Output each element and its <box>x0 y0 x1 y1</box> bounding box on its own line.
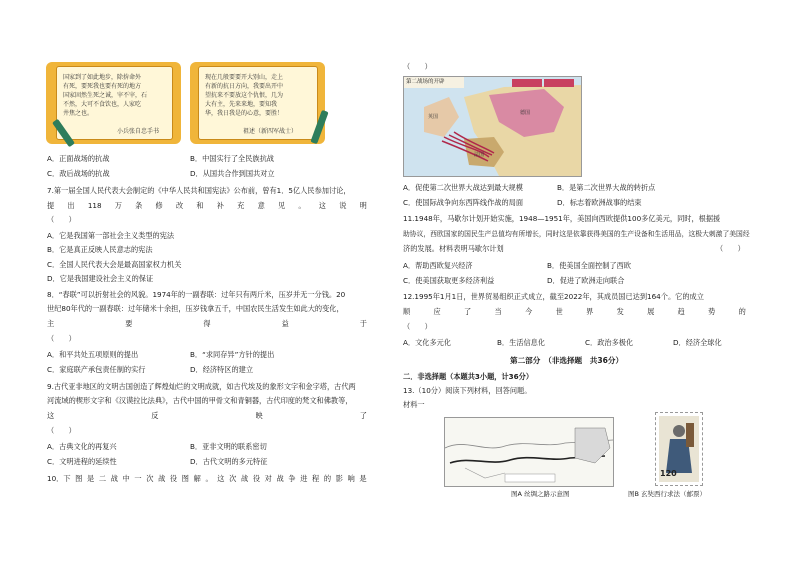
card2-line: 望抗来不要放这个仇恨，几为 <box>205 92 284 99</box>
q12-word: 势 <box>708 307 716 316</box>
card2-line: 有新的抗日方向，我要出开中 <box>205 83 284 90</box>
q11-option-c: C．使美国获取更多经济利益 <box>403 276 495 285</box>
q6-option-c: C．敌后战场的抗战 <box>47 169 110 178</box>
q10-answer-paren: （ ） <box>403 62 432 71</box>
q10-word: 是 <box>359 474 367 483</box>
card1-line: 不然，大可不食饮也，人家吃 <box>63 101 142 108</box>
q8-word: 得 <box>203 319 211 328</box>
q9-option-a: A．古典文化的再复兴 <box>47 442 117 451</box>
q7-word: 这 <box>318 201 326 210</box>
stamp-caption: 图B 玄奘西行求法（邮票） <box>628 490 707 498</box>
q8-word: 于 <box>359 319 367 328</box>
q12-option-a: A．文化多元化 <box>403 338 452 347</box>
q12-word: 发 <box>616 307 624 316</box>
q10-word: 役 <box>252 474 261 483</box>
part2-heading: 第二部分 （非选择题 共36分） <box>510 356 624 365</box>
q12-word: 当 <box>494 307 502 316</box>
q12-word: 今 <box>525 307 533 316</box>
xuanzang-stamp <box>655 412 703 486</box>
q9-stem-line1: 9.古代亚非地区的文明古国创造了辉煌灿烂的文明成就，如古代埃及的象形文字和金字塔，古代两 <box>47 382 356 391</box>
q12-word: 的 <box>738 307 746 316</box>
q11-answer-paren: （ ） <box>716 244 745 253</box>
q12-word: 趋 <box>677 307 685 316</box>
q7-word: 修 <box>155 201 163 210</box>
q7-answer-paren: （ ） <box>47 215 76 224</box>
card1-line: 国家固然生死之诚，宰不宰，石 <box>63 92 148 99</box>
q10-word: 这 <box>217 474 225 483</box>
card1-line: 井焦之也。 <box>63 110 94 117</box>
map-title: 第二战场的开辟 <box>406 79 445 85</box>
q9-stem-line3 <box>47 411 367 421</box>
q12-word: 了 <box>464 307 472 316</box>
q8-option-b: B．“求同存异”方针的提出 <box>190 350 275 359</box>
map-label-france: 法国 <box>474 152 485 158</box>
q12-option-c: C．政治多极化 <box>585 338 634 347</box>
q7-word: 意 <box>257 201 265 210</box>
q11-option-b: B．使美国全面控制了西欧 <box>547 261 631 270</box>
q7-word: 提 <box>47 201 55 210</box>
q8-option-d: D．经济特区的建立 <box>190 365 254 374</box>
q12-word: 界 <box>586 307 594 316</box>
q8-stem-line1: 8．“春联”可以折射社会的风貌。1974年的一副春联：过年只有两斤米，压岁并无一分钱。20 <box>47 290 346 299</box>
q10-word: 战 <box>240 474 249 483</box>
q10-word: 的 <box>323 474 332 483</box>
q9-option-b: B．亚非文明的联系密切 <box>190 442 267 451</box>
q12-stem-line2 <box>403 307 746 317</box>
q7-word: 万 <box>114 201 122 210</box>
q7-word: 见 <box>277 201 286 210</box>
q10-word: 次 <box>229 474 237 483</box>
q7-word: 118 <box>87 201 102 210</box>
stamp-value: 120 <box>660 469 677 478</box>
q10-option-a: A．促使第二次世界大战达到最大规模 <box>403 183 523 192</box>
q6-option-b: B．中国实行了全民族抗战 <box>190 154 274 163</box>
q10-word: 。 <box>205 474 213 483</box>
q11-option-a: A．帮助西欧复兴经济 <box>403 261 473 270</box>
q10-word: 进 <box>300 474 308 483</box>
q10-word: 影 <box>335 474 343 483</box>
ww2-second-front-map <box>403 76 582 177</box>
q7-option-a: A．它是我国第一部社会主义类型的宪法 <box>47 231 175 240</box>
q12-option-d: D．经济全球化 <box>673 338 722 347</box>
q10-word: 次 <box>146 474 154 483</box>
q7-stem-line2 <box>47 201 367 211</box>
q9-answer-paren: （ ） <box>47 426 76 435</box>
q12-word: 顺 <box>403 307 411 316</box>
quote-card-1-signature: 小兵张自忠手书 <box>117 128 160 135</box>
q8-word: 要 <box>125 319 133 328</box>
card2-line: 大有主，先来来地，要知我 <box>205 101 278 108</box>
q10-word: 响 <box>347 474 355 483</box>
q10-word: 中 <box>122 474 130 483</box>
q10-stem-line1 <box>47 474 367 484</box>
q8-word: 主 <box>47 319 55 328</box>
q12-word: 应 <box>433 307 441 316</box>
q8-answer-paren: （ ） <box>47 334 76 343</box>
q12-stem-line1: 12.1995年1月1日，世界贸易组织正式成立，截至2022年，其成员国已达到164个。它的成立 <box>403 292 704 301</box>
q8-stem-line3 <box>47 319 367 329</box>
material-1-label: 材料一 <box>403 400 425 409</box>
q7-option-c: C．全国人民代表大会是最高国家权力机关 <box>47 260 182 269</box>
q10-word: 程 <box>312 474 320 483</box>
q7-word: 明 <box>359 201 367 210</box>
q10-word: 战 <box>276 474 284 483</box>
q6-option-a: A．正面战场的抗战 <box>47 154 110 163</box>
q9-word: 了 <box>359 411 367 420</box>
quote-card-1-page <box>56 66 173 140</box>
card1-line: 国家到了如此地步，除拚命外 <box>63 74 142 81</box>
q9-word: 映 <box>255 411 263 420</box>
quote-card-1-text <box>63 73 168 118</box>
q9-word: 反 <box>151 411 159 420</box>
q6-option-d: D．从国共合作到国共对立 <box>190 169 275 178</box>
q8-word: 益 <box>281 319 289 328</box>
map-label-germany: 德国 <box>520 110 531 116</box>
q10-word: 一 <box>134 474 142 483</box>
q12-word: 世 <box>555 307 563 316</box>
q10-option-b: B．是第二次世界大战的转折点 <box>557 183 656 192</box>
q7-word: 。 <box>298 201 306 210</box>
q9-option-c: C．文明进程的延续性 <box>47 457 117 466</box>
quote-card-2-page <box>198 66 318 140</box>
q9-word: 这 <box>47 411 55 420</box>
q11-stem-line2: 助协议，西欧国家的国民生产总值均有所增长，同时这是依靠获得美国的生产设备和生活用品，这极大刺激了美国经 <box>403 230 750 238</box>
q11-stem-line1: 11.1948年，马歇尔计划开始实施，1948—1951年，美国向西欧提供100多亿美元，同时，根据援 <box>403 214 721 223</box>
quote-card-2-text <box>205 73 313 118</box>
quote-card-2-signature: 祖述（新四军战士） <box>243 128 298 135</box>
card2-line: 现在几般要要开大别山，走上 <box>205 74 284 81</box>
q10-word: 对 <box>264 474 272 483</box>
silk-road-map <box>444 417 614 487</box>
q7-word: 补 <box>216 201 224 210</box>
q10-word: 战 <box>110 474 118 483</box>
q8-option-a: A．和平共处五项原则的提出 <box>47 350 139 359</box>
q13-stem: 13.（10分）阅读下列材料，回答问题。 <box>403 386 532 395</box>
q10-word: 役 <box>169 474 178 483</box>
q10-word: 解 <box>193 474 201 483</box>
q10-option-d: D．标志着欧洲战事的结束 <box>557 198 642 207</box>
q7-option-d: D．它是我国建设社会主义的保证 <box>47 274 154 283</box>
q11-option-d: D．促进了欧洲走向联合 <box>547 276 625 285</box>
q12-word: 展 <box>647 307 655 316</box>
q11-stem-line3: 济的发展。材料表明马歇尔计划 <box>403 244 504 253</box>
q10-word: 图 <box>181 474 189 483</box>
q10-word: 争 <box>288 474 296 483</box>
q7-word: 出 <box>67 201 75 210</box>
q7-word: 条 <box>135 201 143 210</box>
q7-word: 充 <box>237 201 245 210</box>
map-graphic <box>404 77 581 176</box>
q10-option-c: C．使国际战争向东西阵线作战的局面 <box>403 198 524 207</box>
map-label-uk: 英国 <box>428 114 439 120</box>
q12-option-b: B．生活信息化 <box>497 338 546 347</box>
card2-line: 华，我日我是的心意，要胜！ <box>205 110 284 117</box>
q7-word: 改 <box>175 201 184 210</box>
q10-word: 10．下 <box>47 474 71 483</box>
q7-word: 说 <box>339 201 347 210</box>
q10-word: 图 <box>75 474 83 483</box>
silk-road-graphic <box>445 418 613 486</box>
silk-road-caption: 图A 丝绸之路示意图 <box>511 490 570 498</box>
q7-word: 和 <box>196 201 204 210</box>
q10-word: 战 <box>158 474 166 483</box>
q10-word: 是 <box>87 474 95 483</box>
q10-word: 二 <box>98 474 107 483</box>
q8-option-c: C．家庭联产承包责任制的实行 <box>47 365 146 374</box>
q7-stem-line1: 7.第一届全国人民代表大会制定的《中华人民共和国宪法》公布前，曾有1．5亿人民参加讨论， <box>47 186 351 195</box>
card1-line: 有死，要死我也要有死的地方 <box>63 83 142 90</box>
q12-answer-paren: （ ） <box>403 322 432 331</box>
q9-option-d: D．古代文明的多元特征 <box>190 457 268 466</box>
q7-option-b: B．它是真正反映人民意志的宪法 <box>47 245 153 254</box>
q8-stem-line2: 世纪80年代的一副春联：过年储米十余担，压岁钱拿五千，中国农民生活发生如此大的变化， <box>47 304 344 313</box>
q9-stem-line2: 河流域的楔形文字和《汉谟拉比法典》，古代中国的甲骨文和青铜器，古代印度的梵文和佛教等， <box>47 396 353 405</box>
part2-subheading: 二．非选择题（本题共3小题，计36分） <box>403 372 534 381</box>
